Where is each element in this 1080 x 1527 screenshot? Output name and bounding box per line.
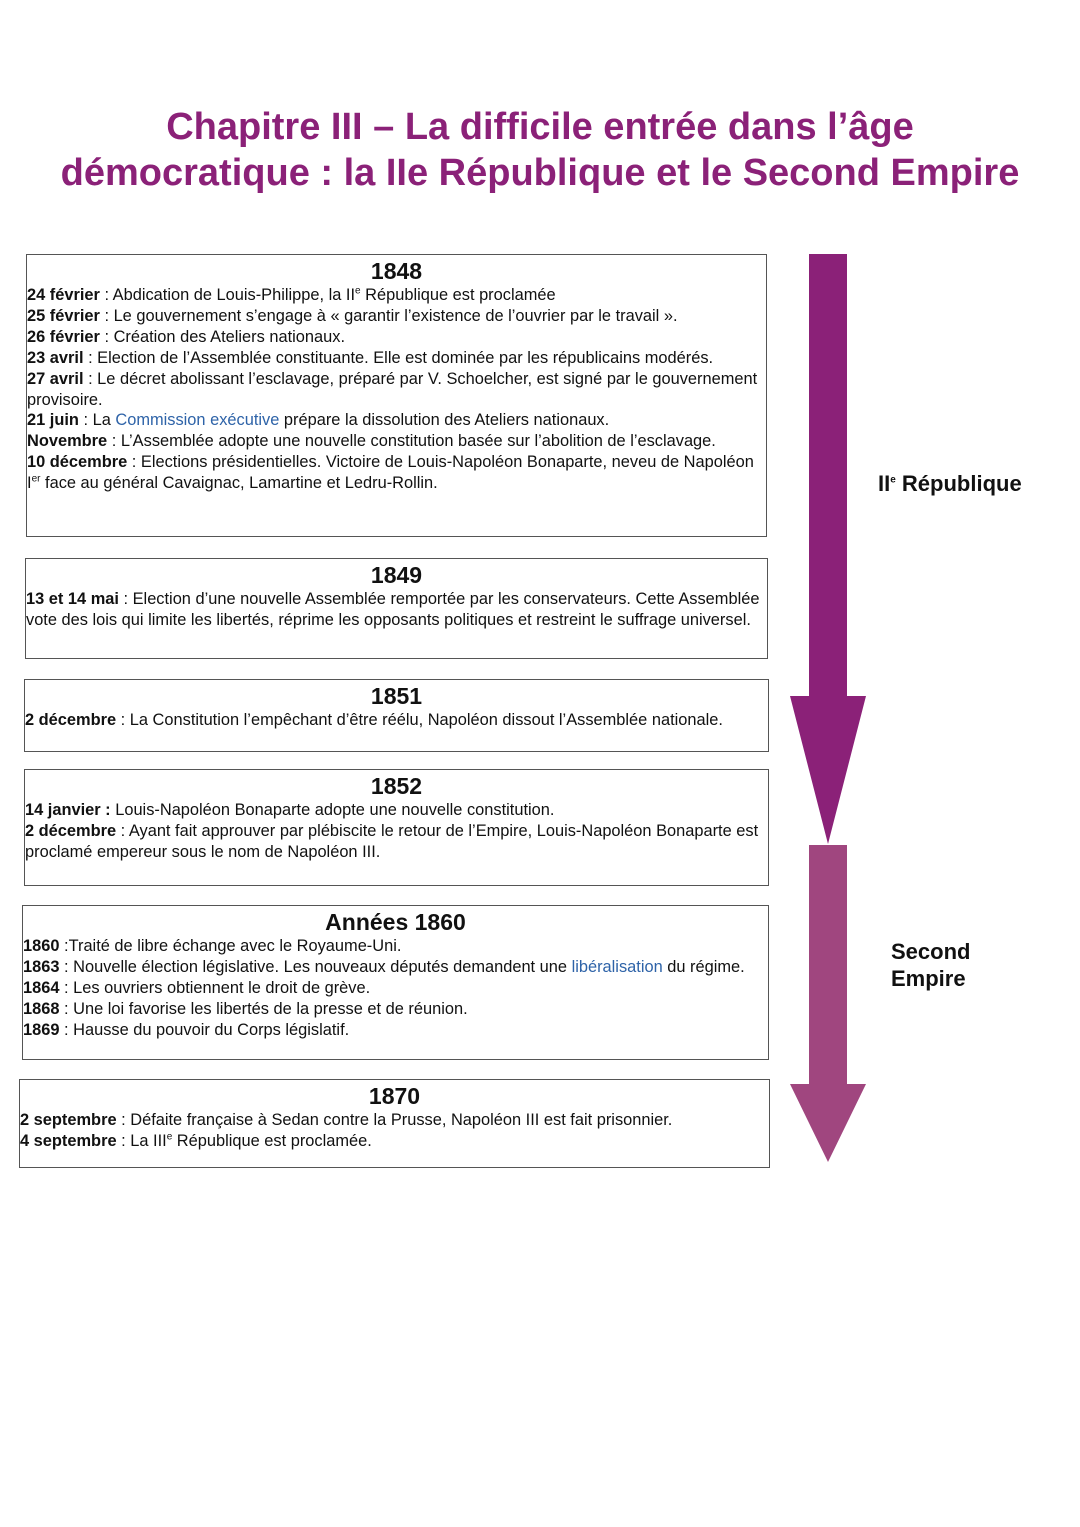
page-title: Chapitre III – La difficile entrée dans l’âge démocratique : la IIe République et le Second Empire (60, 106, 1020, 194)
event-date: 23 avril (27, 348, 84, 367)
event-box-1851 (24, 679, 769, 752)
event-text: : Abdication de Louis-Philippe, la II (99, 286, 356, 304)
period-label-republic (878, 470, 1022, 497)
year-heading: 1851 (370, 683, 423, 709)
event-text: du régime. (662, 957, 745, 976)
empire-arrow-icon (790, 845, 866, 1162)
superscript: e (890, 474, 896, 486)
event-date: 2 décembre (25, 821, 117, 840)
superscript: er (31, 473, 41, 485)
event-box-1852 (24, 769, 769, 886)
event-line (25, 800, 768, 821)
event-date: 26 février (27, 327, 100, 346)
event-date: 1864 (23, 978, 60, 997)
event-text: : Hausse du pouvoir du Corps législatif. (59, 1020, 350, 1039)
superscript: e (355, 285, 361, 297)
event-line (25, 710, 768, 731)
event-date: 2 décembre (25, 711, 117, 729)
event-text: : Une loi favorise les libertés de la presse et de réunion. (59, 999, 468, 1018)
event-date: 27 avril (27, 369, 84, 388)
event-date: 1860 (23, 937, 60, 955)
event-text: : Nouvelle élection législative. Les nouveaux députés demandent une (59, 957, 572, 976)
event-line (27, 452, 766, 494)
event-line (27, 285, 766, 306)
event-line (27, 348, 766, 369)
event-line (27, 369, 766, 411)
event-line (23, 1020, 768, 1041)
year-heading: 1848 (370, 258, 423, 284)
event-date: 14 janvier : (25, 801, 111, 819)
liberalisation-link[interactable]: libéralisation (571, 957, 663, 976)
label-text: II (878, 471, 891, 496)
event-text: : Ayant fait approuver par plébiscite le retour de l’Empire, Louis-Napoléon Bonaparte est proclamé empereur sous le nom de Napoléon III. (25, 821, 759, 861)
event-date: Novembre (27, 432, 108, 451)
event-line (23, 957, 768, 978)
event-text: prépare la dissolution des Ateliers nationaux. (279, 411, 610, 430)
superscript: e (166, 1131, 173, 1143)
event-text: République est proclamée. (172, 1131, 372, 1150)
event-line (27, 306, 766, 327)
event-text: : Election d’une nouvelle Assemblée remportée par les conservateurs. Cette Assemblée vote des lois qui limite les libertés, réprime les opposants politiques et restreint le suffrage universel. (26, 590, 760, 629)
event-text: : La III (116, 1131, 167, 1150)
event-text: : Défaite française à Sedan contre la Prusse, Napoléon III est fait prisonnier. (116, 1111, 673, 1129)
event-line (27, 327, 766, 348)
event-line (23, 936, 768, 957)
event-box-1870 (19, 1079, 770, 1168)
event-line (26, 589, 767, 631)
year-heading: 1870 (368, 1083, 421, 1109)
event-text: : Le décret abolissant l’esclavage, préparé par V. Schoelcher, est signé par le gouvernement provisoire. (27, 369, 758, 409)
event-text: :Traité de libre échange avec le Royaume-Uni. (59, 937, 402, 955)
event-line (27, 431, 766, 452)
event-date: 2 septembre (20, 1111, 117, 1129)
label-text: République (895, 471, 1022, 496)
event-line (23, 999, 768, 1020)
event-text: : La Constitution l’empêchant d’être réélu, Napoléon dissout l’Assemblée nationale. (116, 711, 723, 729)
event-date: 25 février (27, 306, 100, 325)
event-line (27, 410, 766, 431)
event-date: 1868 (23, 999, 60, 1018)
event-text: : L’Assemblée adopte une nouvelle constitution basée sur l’abolition de l’esclavage. (107, 432, 716, 451)
event-text: République est proclamée (360, 286, 556, 304)
period-label-empire (891, 938, 970, 992)
year-heading: 1849 (370, 562, 423, 588)
event-text: : La (78, 411, 116, 430)
event-box-1849 (25, 558, 768, 659)
commission-executive-link[interactable]: Commission exécutive (115, 411, 280, 430)
event-line (25, 821, 768, 863)
event-date: 13 et 14 mai (26, 590, 119, 608)
event-date: 24 février (27, 286, 100, 304)
event-text: Louis-Napoléon Bonaparte adopte une nouvelle constitution. (110, 801, 555, 819)
event-date: 10 décembre (27, 453, 128, 472)
event-box-1848 (26, 254, 767, 537)
event-date: 21 juin (27, 411, 79, 430)
event-line (20, 1110, 769, 1131)
event-date: 4 septembre (20, 1131, 117, 1150)
event-date: 1863 (23, 957, 60, 976)
year-heading: Années 1860 (325, 909, 466, 935)
event-line (20, 1131, 769, 1152)
event-text: : Création des Ateliers nationaux. (99, 327, 345, 346)
event-line (23, 978, 768, 999)
label-text: Second (891, 939, 971, 964)
event-date: 1869 (23, 1020, 60, 1039)
event-text: : Les ouvriers obtiennent le droit de grève. (59, 978, 371, 997)
event-text: : Elections présidentielles. Victoire de Louis-Napoléon Bonaparte, neveu de Napoléon I (27, 453, 754, 493)
event-text: : Le gouvernement s’engage à « garantir l’existence de l’ouvrier par le travail ». (99, 306, 678, 325)
event-text: face au général Cavaignac, Lamartine et Ledru-Rollin. (40, 474, 438, 493)
event-text: : Election de l’Assemblée constituante. Elle est dominée par les républicains modérés. (83, 348, 714, 367)
event-box-1860s (22, 905, 769, 1060)
timeline-arrows (780, 250, 880, 1170)
label-text: Empire (891, 966, 966, 991)
year-heading: 1852 (370, 773, 423, 799)
republic-arrow-icon (790, 254, 866, 844)
